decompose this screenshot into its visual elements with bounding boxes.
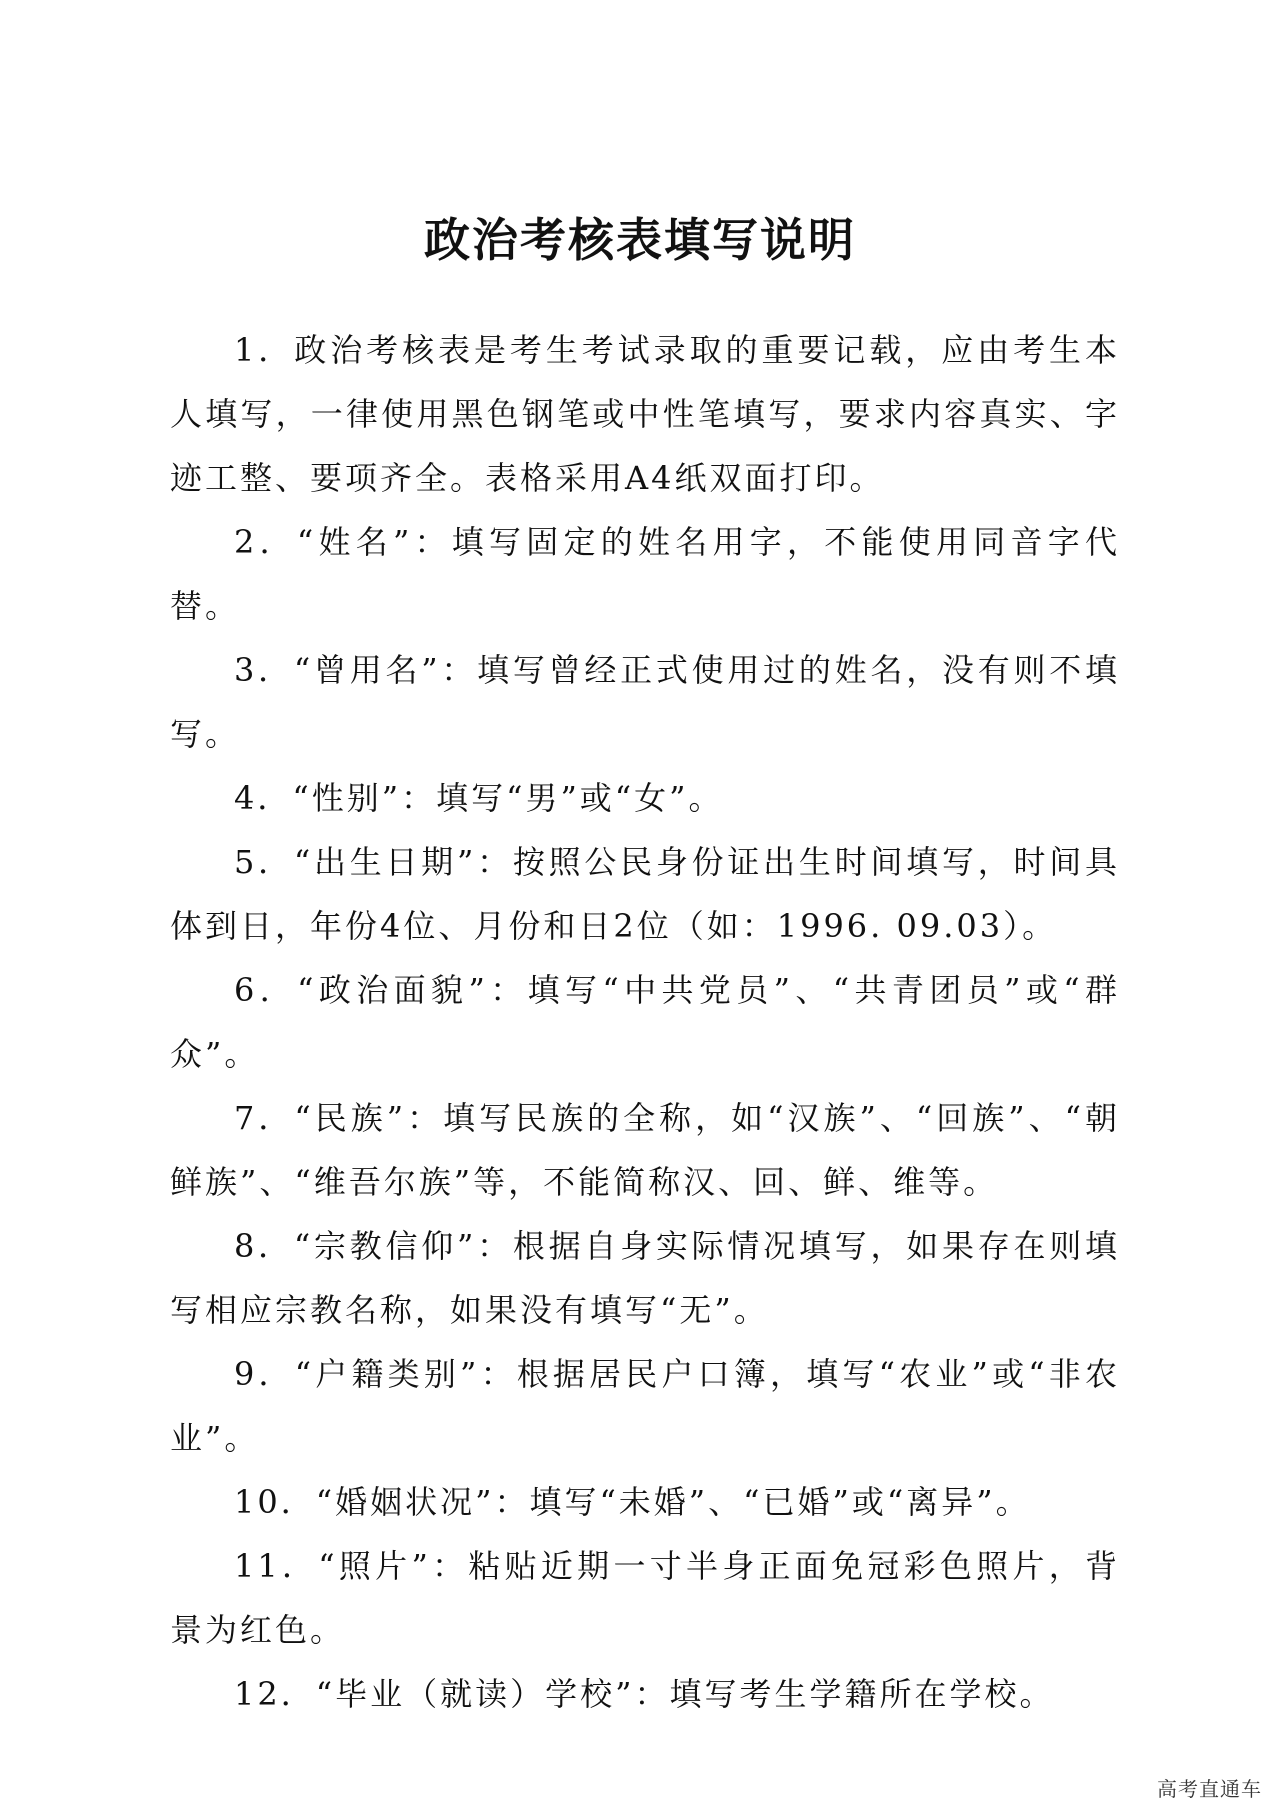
instruction-paragraph-4: 4．“性别”：填写“男”或“女”。	[234, 779, 724, 817]
watermark-text: 高考直通车	[1157, 1777, 1262, 1801]
instruction-paragraph-1: 1．政治考核表是考生考试录取的重要记载，应由考生本人填写，一律使用黑色钢笔或中性笔填写，要求内容真实、字迹工整、要项齐全。表格采用A4纸双面打印。	[170, 331, 1120, 497]
instruction-paragraph-7: 7．“民族”：填写民族的全称，如“汉族”、“回族”、“朝鲜族”、“维吾尔族”等，不能简称汉、回、鲜、维等。	[170, 1099, 1120, 1201]
instruction-paragraph-12: 12．“毕业（就读）学校”：填写考生学籍所在学校。	[234, 1675, 1055, 1713]
instruction-paragraph-5: 5．“出生日期”：按照公民身份证出生时间填写，时间具体到日，年份4位、月份和日2位（如：1996. 09.03）。	[170, 843, 1120, 945]
instruction-paragraph-6: 6．“政治面貌”：填写“中共党员”、“共青团员”或“群众”。	[170, 971, 1120, 1073]
instruction-paragraph-11: 11．“照片”：粘贴近期一寸半身正面免冠彩色照片，背景为红色。	[170, 1547, 1120, 1649]
instruction-paragraph-3: 3．“曾用名”：填写曾经正式使用过的姓名，没有则不填写。	[170, 651, 1120, 753]
page-title: 政治考核表填写说明	[424, 213, 856, 267]
instruction-paragraph-2: 2．“姓名”：填写固定的姓名用字，不能使用同音字代替。	[170, 523, 1120, 625]
instruction-paragraph-10: 10．“婚姻状况”：填写“未婚”、“已婚”或“离异”。	[234, 1483, 1031, 1521]
instructions-body	[170, 318, 1120, 1726]
instruction-paragraph-9: 9．“户籍类别”：根据居民户口簿，填写“农业”或“非农业”。	[170, 1355, 1120, 1457]
instruction-paragraph-8: 8．“宗教信仰”：根据自身实际情况填写，如果存在则填写相应宗教名称，如果没有填写“无”。	[170, 1227, 1120, 1329]
